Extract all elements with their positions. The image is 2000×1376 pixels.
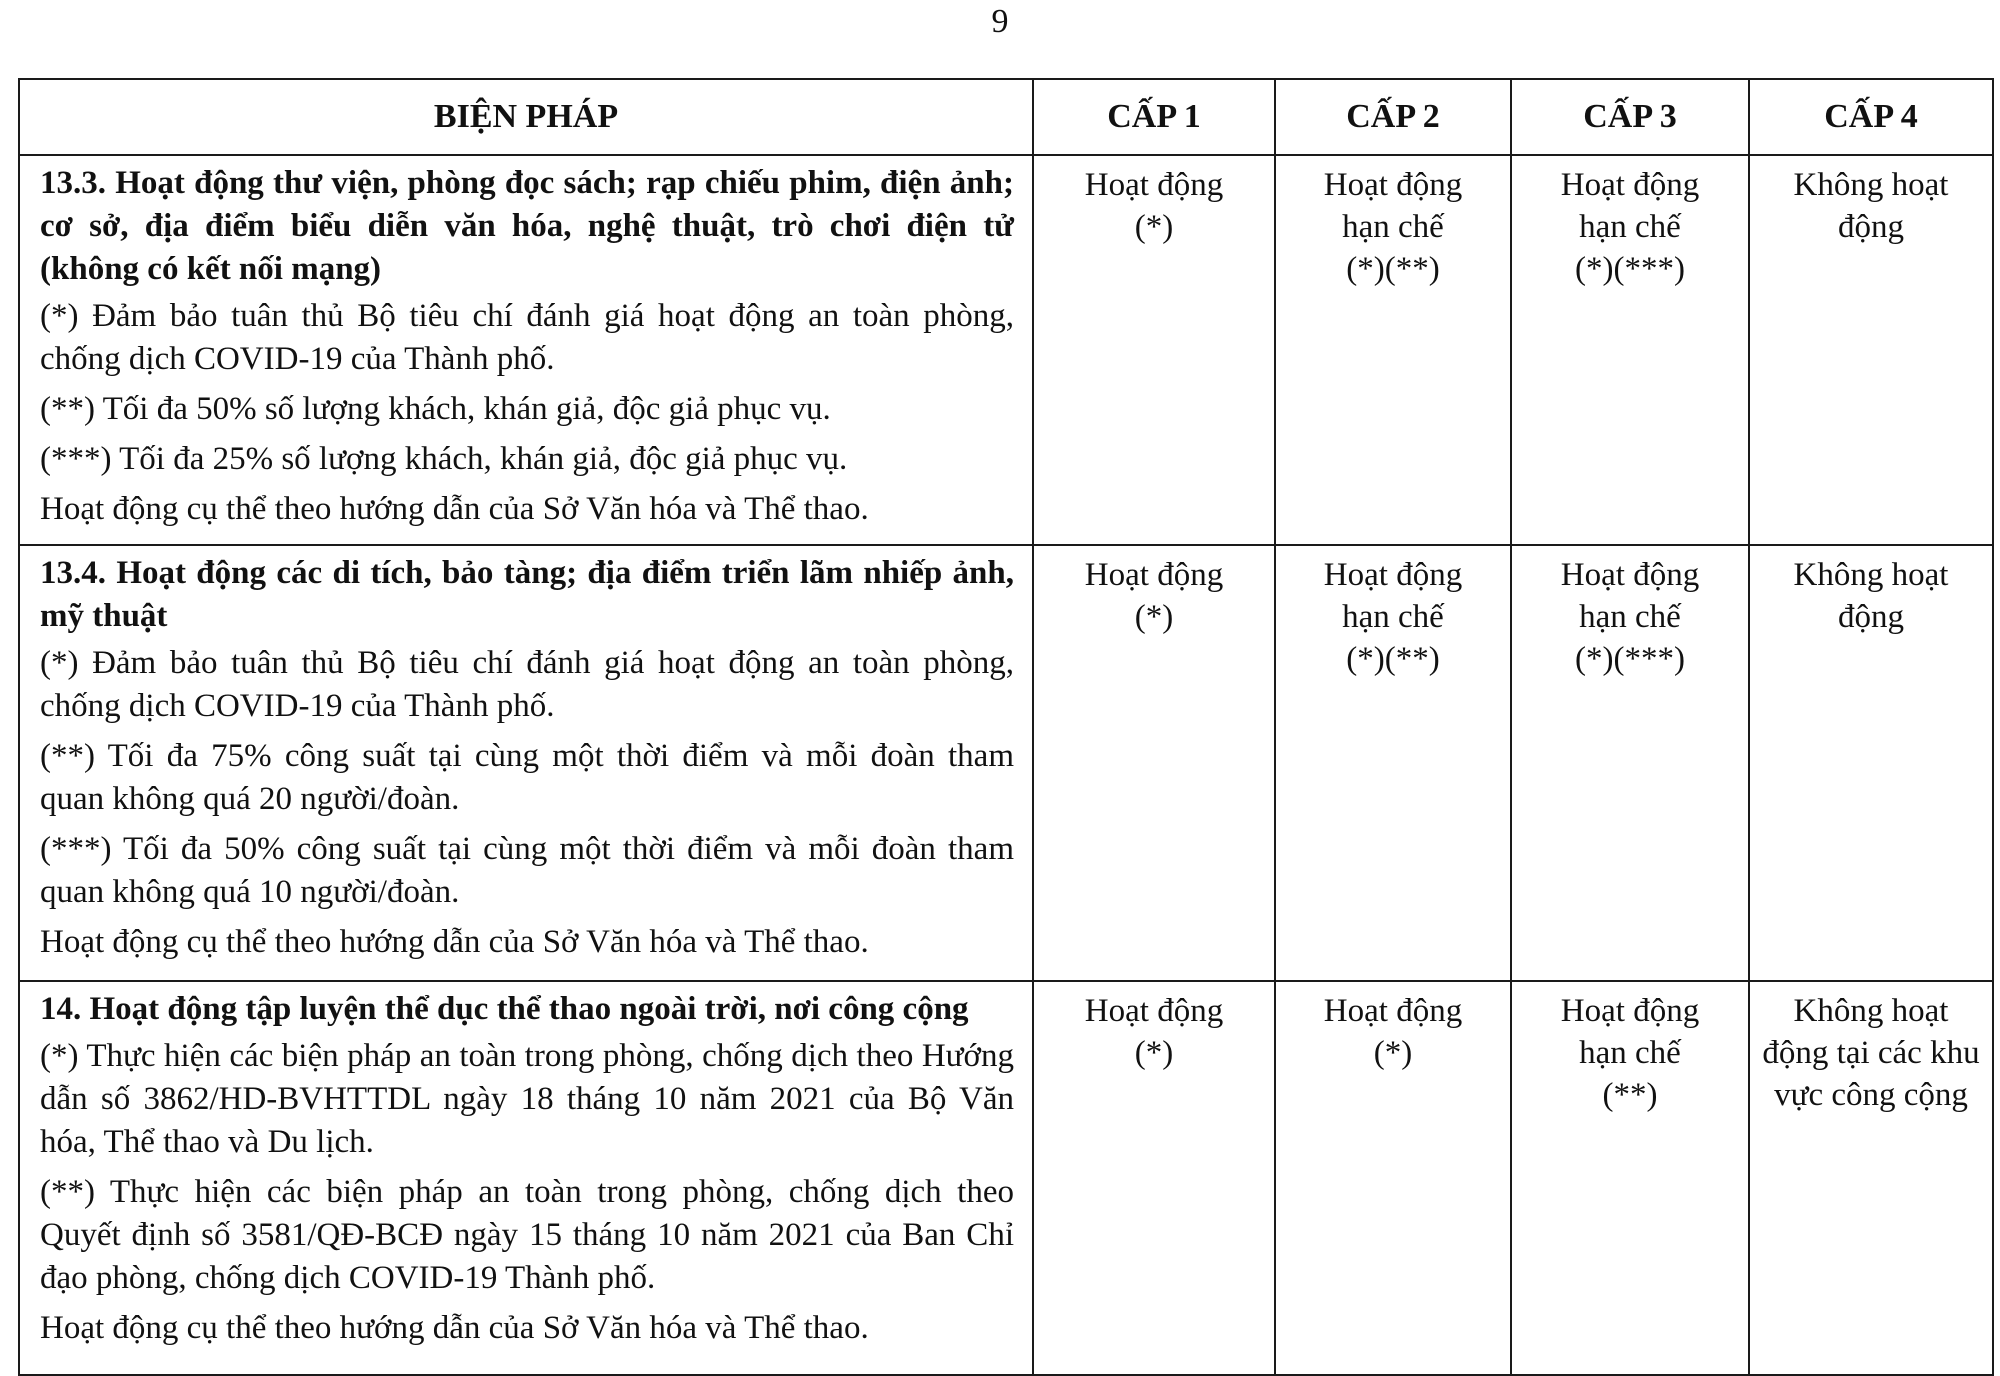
level-text: Hoạt động xyxy=(1084,993,1224,1029)
level-text: Hoạt động xyxy=(1560,167,1700,203)
level-4-cell xyxy=(1749,545,1993,981)
measure-note: (**) Thực hiện các biện pháp an toàn trong phòng, chống dịch theo Quyết định số 3581/QĐ-BCĐ ngày 15 tháng 10 năm 2021 của Ban Chỉ đạo phòng, chống dịch COVID-19 Thành phố. xyxy=(40,1174,1014,1296)
level-4-cell xyxy=(1749,155,1993,545)
measure-note: (***) Tối đa 25% số lượng khách, khán giả, độc giả phục vụ. xyxy=(40,441,848,477)
level-text: hạn chế xyxy=(1342,599,1444,635)
table-row xyxy=(19,545,1993,981)
level-text: (*)(**) xyxy=(1346,251,1440,287)
level-1-cell xyxy=(1033,981,1275,1375)
level-text: Hoạt động xyxy=(1323,993,1463,1029)
measure-note: (**) Tối đa 75% công suất tại cùng một thời điểm và mỗi đoàn tham quan không quá 20 người/đoàn. xyxy=(40,738,1014,817)
header-level-1: CẤP 1 xyxy=(1033,79,1275,155)
measure-cell xyxy=(19,155,1033,545)
level-text: Hoạt động xyxy=(1560,557,1700,593)
level-text: Hoạt động xyxy=(1323,167,1463,203)
level-3-cell xyxy=(1511,155,1749,545)
level-text: (*) xyxy=(1134,599,1174,635)
header-level-3: CẤP 3 xyxy=(1511,79,1749,155)
level-text: động xyxy=(1838,599,1904,635)
header-level-4: CẤP 4 xyxy=(1749,79,1993,155)
level-text: (*) xyxy=(1134,1035,1174,1071)
measure-note: (**) Tối đa 50% số lượng khách, khán giả, độc giả phục vụ. xyxy=(40,391,831,427)
measure-cell xyxy=(19,981,1033,1375)
measure-cell xyxy=(19,545,1033,981)
measure-note: (***) Tối đa 50% công suất tại cùng một thời điểm và mỗi đoàn tham quan không quá 10 người/đoàn. xyxy=(40,831,1014,910)
level-text: Hoạt động xyxy=(1084,557,1224,593)
level-text: Hoạt động xyxy=(1323,557,1463,593)
measure-note: (*) Đảm bảo tuân thủ Bộ tiêu chí đánh giá hoạt động an toàn phòng, chống dịch COVID-19 của Thành phố. xyxy=(40,298,1014,377)
level-4-cell xyxy=(1749,981,1993,1375)
measure-title: 14. Hoạt động tập luyện thể dục thể thao ngoài trời, nơi công cộng xyxy=(40,991,969,1027)
level-1-cell xyxy=(1033,155,1275,545)
level-text: hạn chế xyxy=(1342,209,1444,245)
level-text: (*)(**) xyxy=(1346,641,1440,677)
level-text: (**) xyxy=(1602,1077,1658,1113)
header-row xyxy=(19,79,1993,155)
measure-title: 13.4. Hoạt động các di tích, bảo tàng; địa điểm triển lãm nhiếp ảnh, mỹ thuật xyxy=(40,555,1014,634)
level-text: Không hoạt xyxy=(1793,167,1949,203)
level-2-cell xyxy=(1275,981,1511,1375)
level-text: Không hoạt xyxy=(1793,993,1949,1029)
header-level-2: CẤP 2 xyxy=(1275,79,1511,155)
level-2-cell xyxy=(1275,545,1511,981)
level-1-cell xyxy=(1033,545,1275,981)
table-row xyxy=(19,155,1993,545)
level-text: vực công cộng xyxy=(1774,1077,1968,1113)
table-row xyxy=(19,981,1993,1375)
level-3-cell xyxy=(1511,981,1749,1375)
level-text: Không hoạt xyxy=(1793,557,1949,593)
measure-note: (*) Đảm bảo tuân thủ Bộ tiêu chí đánh giá hoạt động an toàn phòng, chống dịch COVID-19 của Thành phố. xyxy=(40,645,1014,724)
measure-note: Hoạt động cụ thể theo hướng dẫn của Sở Văn hóa và Thể thao. xyxy=(40,491,869,527)
level-text: (*)(***) xyxy=(1575,641,1685,677)
level-text: Hoạt động xyxy=(1084,167,1224,203)
page-number: 9 xyxy=(991,3,1009,40)
measure-note: (*) Thực hiện các biện pháp an toàn trong phòng, chống dịch theo Hướng dẫn số 3862/HD-BVHTTDL ngày 18 tháng 10 năm 2021 của Bộ Văn hóa, Thể thao và Du lịch. xyxy=(40,1038,1014,1160)
level-2-cell xyxy=(1275,155,1511,545)
level-text: động xyxy=(1838,209,1904,245)
level-text: hạn chế xyxy=(1579,209,1681,245)
level-text: hạn chế xyxy=(1579,1035,1681,1071)
level-text: (*) xyxy=(1134,209,1174,245)
level-text: Hoạt động xyxy=(1560,993,1700,1029)
header-measure: BIỆN PHÁP xyxy=(19,79,1033,155)
level-text: (*) xyxy=(1373,1035,1413,1071)
level-text: (*)(***) xyxy=(1575,251,1685,287)
measure-note: Hoạt động cụ thể theo hướng dẫn của Sở Văn hóa và Thể thao. xyxy=(40,1310,869,1346)
level-text: động tại các khu xyxy=(1762,1035,1980,1071)
measures-table xyxy=(18,78,1994,1376)
level-text: hạn chế xyxy=(1579,599,1681,635)
measure-title: 13.3. Hoạt động thư viện, phòng đọc sách; rạp chiếu phim, điện ảnh; cơ sở, địa điểm biểu diễn văn hóa, nghệ thuật, trò chơi điện tử (không có kết nối mạng) xyxy=(40,165,1014,287)
level-3-cell xyxy=(1511,545,1749,981)
measure-note: Hoạt động cụ thể theo hướng dẫn của Sở Văn hóa và Thể thao. xyxy=(40,924,869,960)
